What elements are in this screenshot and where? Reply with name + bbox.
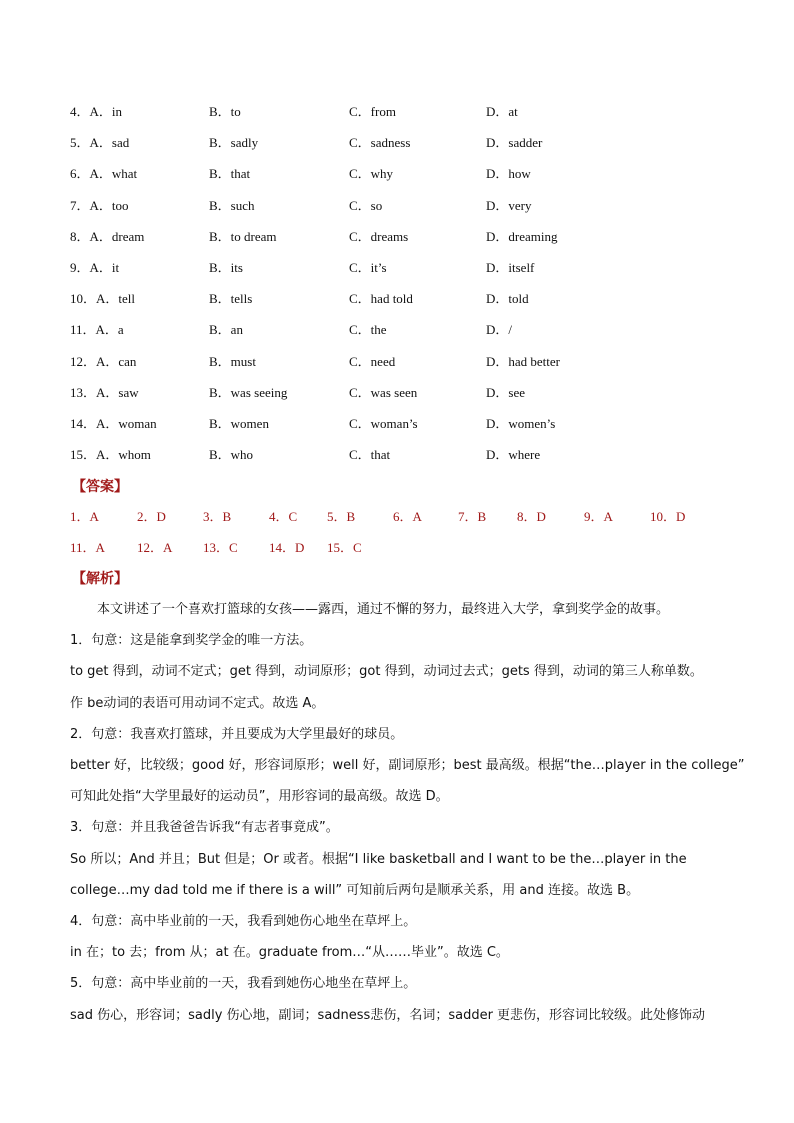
analysis-line: to get 得到，动词不定式；get 得到，动词原形；got 得到，动词过去式；gets 得到，动词的第三人称单数。: [70, 664, 703, 679]
option-a: 6．A．what: [70, 166, 138, 181]
answer-item: 2．D: [137, 509, 166, 524]
answer-item: 14．D: [269, 540, 305, 555]
analysis-line: 3．句意：并且我爸爸告诉我“有志者事竟成”。: [70, 820, 339, 835]
option-d: D．where: [486, 447, 541, 462]
option-d: D．dreaming: [486, 229, 558, 244]
answer-item: 15．C: [327, 540, 362, 555]
option-c: C．was seen: [349, 385, 418, 400]
option-c: C．woman’s: [349, 416, 418, 431]
option-c: C．why: [349, 166, 394, 181]
answer-item: 1．A: [70, 509, 99, 524]
answer-item: 11．A: [70, 540, 105, 555]
analysis-line: 5．句意：高中毕业前的一天，我看到她伤心地坐在草坪上。: [70, 976, 417, 991]
option-a: 11．A．a: [70, 322, 124, 337]
option-d: D．itself: [486, 260, 535, 275]
analysis-line: in 在；to 去；from 从；at 在。graduate from…“从……毕业”。故选 C。: [70, 945, 509, 960]
option-b: B．tells: [209, 291, 253, 306]
option-d: D．see: [486, 385, 525, 400]
option-c: C．had told: [349, 291, 413, 306]
analysis-line: 可知此处指“大学里最好的运动员”，用形容词的最高级。故选 D。: [70, 789, 449, 804]
option-a: 9．A．it: [70, 260, 120, 275]
analysis-line: 2．句意：我喜欢打篮球，并且要成为大学里最好的球员。: [70, 727, 404, 742]
option-c: C．that: [349, 447, 391, 462]
option-c: C．the: [349, 322, 387, 337]
option-c: C．it’s: [349, 260, 387, 275]
option-b: B．an: [209, 322, 243, 337]
option-b: B．women: [209, 416, 269, 431]
option-c: C．sadness: [349, 135, 411, 150]
option-a: 8．A．dream: [70, 229, 145, 244]
option-b: B．must: [209, 354, 256, 369]
option-a: 4．A．in: [70, 104, 123, 119]
option-b: B．was seeing: [209, 385, 288, 400]
option-a: 13．A．saw: [70, 385, 139, 400]
option-b: B．its: [209, 260, 243, 275]
option-a: 5．A．sad: [70, 135, 130, 150]
answer-heading: 【答案】: [72, 479, 128, 495]
option-a: 10．A．tell: [70, 291, 135, 306]
option-a: 14．A．woman: [70, 416, 157, 431]
option-a: 15．A．whom: [70, 447, 151, 462]
option-b: B．sadly: [209, 135, 259, 150]
option-b: B．that: [209, 166, 251, 181]
option-b: B．to: [209, 104, 241, 119]
option-d: D．women’s: [486, 416, 556, 431]
analysis-line: 作 be动词的表语可用动词不定式。故选 A。: [70, 696, 325, 711]
option-c: C．dreams: [349, 229, 409, 244]
analysis-line: So 所以；And 并且；But 但是；Or 或者。根据“I like basketball and I want to be the…player in the: [70, 852, 687, 867]
option-a: 12．A．can: [70, 354, 137, 369]
option-d: D．had better: [486, 354, 561, 369]
analysis-heading: 【解析】: [72, 571, 128, 587]
option-b: B．who: [209, 447, 254, 462]
option-c: C．so: [349, 198, 383, 213]
analysis-line: 1．句意：这是能拿到奖学金的唯一方法。: [70, 633, 313, 648]
answer-item: 3．B: [203, 509, 232, 524]
analysis-line: college…my dad told me if there is a will” 可知前后两句是顺承关系，用 and 连接。故选 B。: [70, 883, 640, 898]
answer-item: 4．C: [269, 509, 298, 524]
option-a: 7．A．too: [70, 198, 129, 213]
option-d: D．sadder: [486, 135, 543, 150]
answer-item: 9．A: [584, 509, 613, 524]
option-d: D．how: [486, 166, 531, 181]
option-d: D．told: [486, 291, 529, 306]
answer-item: 7．B: [458, 509, 487, 524]
option-c: C．from: [349, 104, 396, 119]
answer-item: 8．D: [517, 509, 546, 524]
option-b: B．to dream: [209, 229, 277, 244]
analysis-line: better 好，比较级；good 好，形容词原形；well 好，副词原形；best 最高级。根据“the…player in the college”: [70, 758, 745, 773]
answer-item: 5．B: [327, 509, 356, 524]
summary-paragraph: 本文讲述了一个喜欢打篮球的女孩——露西，通过不懈的努力，最终进入大学，拿到奖学金的故事。: [97, 602, 670, 617]
analysis-line: 4．句意：高中毕业前的一天，我看到她伤心地坐在草坪上。: [70, 914, 417, 929]
option-d: D．very: [486, 198, 532, 213]
answer-item: 13．C: [203, 540, 238, 555]
answer-item: 12．A: [137, 540, 173, 555]
option-b: B．such: [209, 198, 255, 213]
option-d: D．/: [486, 322, 513, 337]
option-d: D．at: [486, 104, 518, 119]
answer-item: 10．D: [650, 509, 686, 524]
answer-item: 6．A: [393, 509, 422, 524]
option-c: C．need: [349, 354, 396, 369]
analysis-line: sad 伤心，形容词；sadly 伤心地，副词；sadness悲伤，名词；sadder 更悲伤，形容词比较级。此处修饰动: [70, 1008, 706, 1023]
